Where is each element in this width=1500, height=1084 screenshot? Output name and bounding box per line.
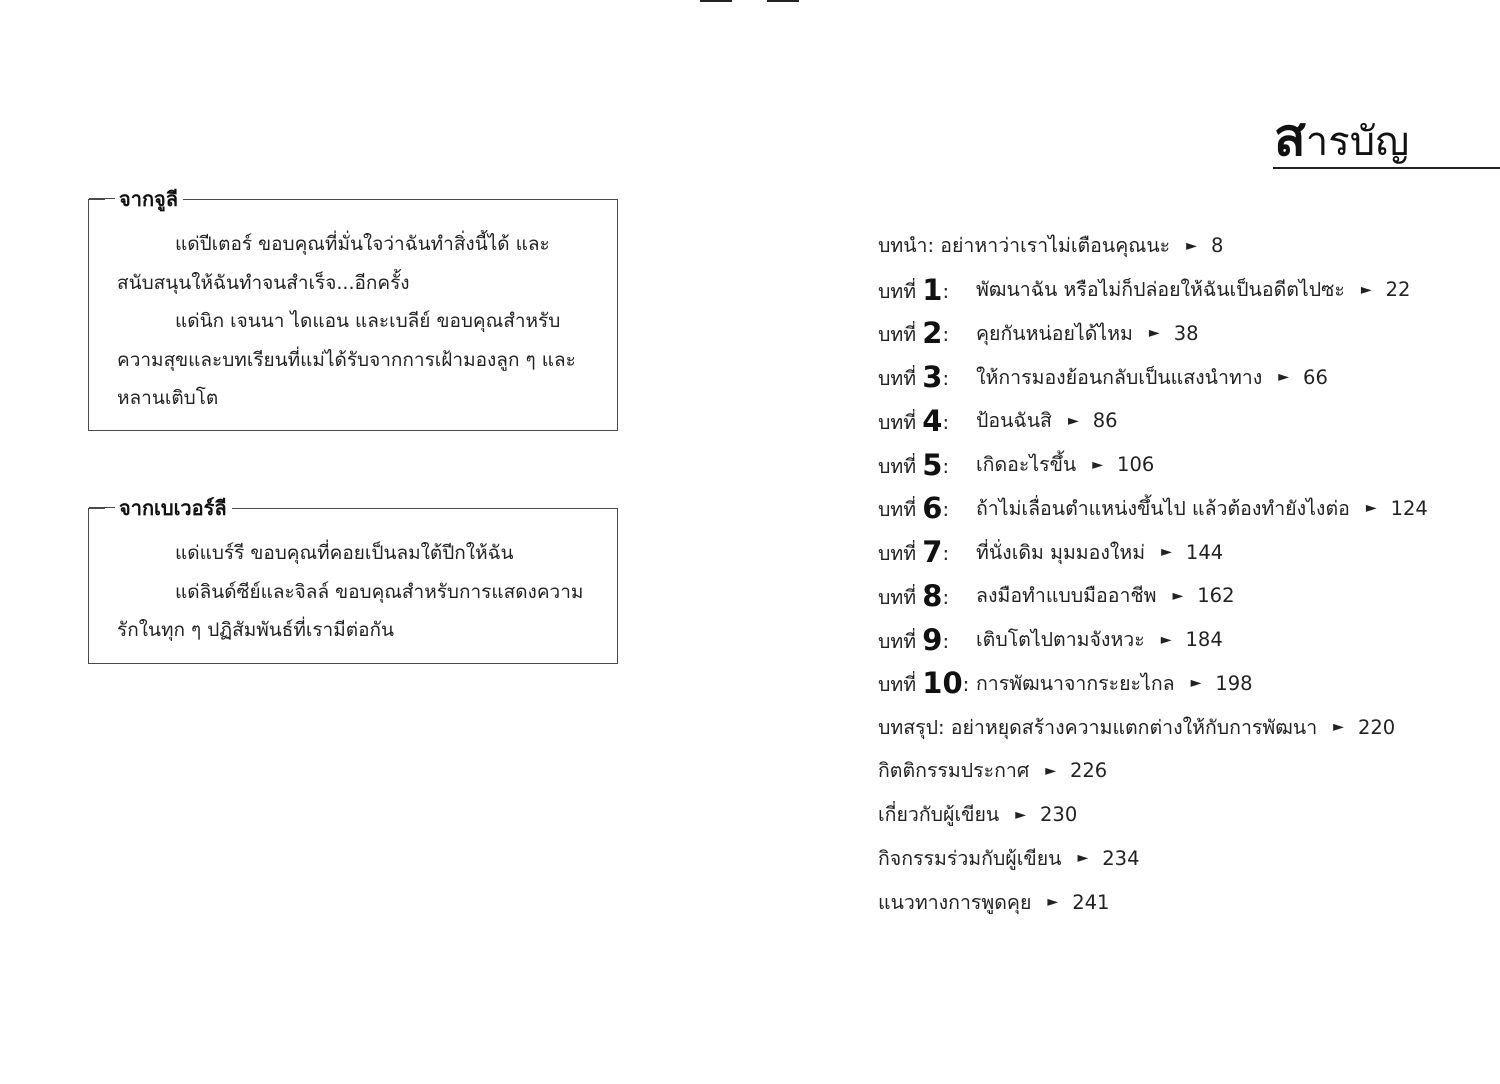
toc-title-underline [1273,167,1500,169]
toc-entry-page: 124 [1390,496,1428,520]
dedication-heading: จากเบเวอร์ลี [105,493,232,523]
chapter-word: บทที่ [878,673,917,697]
toc-entry-title: กิตติกรรมประกาศ [878,759,1030,783]
toc-entry-page: 144 [1185,540,1224,564]
toc-entry-page: 66 [1303,365,1328,389]
arrow-icon: ► [1047,894,1059,911]
chapter-word: บทที่ [878,542,917,566]
toc-entry-title: คุยกันหน่อยได้ไหม [976,321,1133,345]
chapter-word: บทที่ [878,279,917,303]
chapter-word: บทที่ [878,454,917,478]
toc-entry-chapter-7[interactable] [878,530,1428,574]
chapter-number: 10 [922,666,963,701]
chapter-word: บทที่ [878,629,917,653]
toc-entry-intro[interactable] [878,224,1428,268]
arrow-icon: ► [1190,675,1202,692]
toc-chapter-prefix: บทที่ 9: [878,622,950,657]
chapter-number: 8 [922,578,943,613]
toc-entry-title: ลงมือทำแบบมืออาชีพ [976,584,1157,608]
toc-chapter-prefix: บทที่ 5: [878,447,950,482]
toc-chapter-prefix: บทที่ 8: [878,578,950,613]
toc-entry-discussion-guide[interactable] [878,880,1428,924]
arrow-icon: ► [1172,587,1184,604]
toc-entry-title: ให้การมองย้อนกลับเป็นแสงนำทาง [976,365,1263,389]
toc-entry-page: 241 [1072,890,1110,914]
crop-mark [767,0,799,2]
dedication-heading: จากจูลี [105,184,183,214]
toc-entry-title: แนวทางการพูดคุย [878,890,1032,914]
arrow-icon: ► [1067,412,1079,429]
chapter-number: 1 [922,272,943,307]
toc-entry-page: 198 [1215,671,1253,695]
toc-entry-title: การพัฒนาจากระยะไกล [976,671,1175,695]
toc-entry-author-activities[interactable] [878,837,1428,881]
toc-entry-title: เกี่ยวกับผู้เขียน [878,803,1000,827]
arrow-icon: ► [1045,762,1056,779]
arrow-icon: ► [1148,325,1160,342]
arrow-icon: ► [1278,369,1290,386]
toc-entry-page: 226 [1069,759,1108,783]
chapter-number: 2 [922,316,943,351]
chapter-number: 6 [922,491,943,526]
toc-entry-about-authors[interactable] [878,793,1428,837]
arrow-icon: ► [1160,631,1172,648]
toc-entry-title: อย่าหยุดสร้างความแตกต่างให้กับการพัฒนา [950,715,1318,739]
table-of-contents [878,224,1428,924]
toc-entry-page: 184 [1185,628,1223,652]
toc-entry-page: 230 [1040,803,1078,827]
toc-entry-page: 8 [1210,234,1224,258]
toc-chapter-prefix: บทที่ 6: [878,491,950,526]
toc-entry-page: 86 [1092,409,1118,433]
toc-title-rest: ารบัญ [1305,119,1410,165]
arrow-icon: ► [1360,281,1372,298]
toc-chapter-prefix: บทที่ 1: [878,272,950,307]
toc-chapter-prefix: บทที่ 10: [878,666,970,701]
toc-chapter-prefix: บทที่ 7: [878,535,950,570]
chapter-number: 7 [922,535,943,570]
chapter-number: 5 [922,447,943,482]
arrow-icon: ► [1333,719,1344,736]
toc-entry-page: 106 [1117,453,1155,477]
toc-entry-page: 234 [1102,846,1140,870]
toc-entry-label: บทสรุป: [878,715,945,739]
dedication-box-beverly [88,496,618,664]
chapter-number: 4 [922,403,943,438]
chapter-word: บทที่ [878,323,917,347]
chapter-word: บทที่ [878,367,917,391]
toc-entry-title: เกิดอะไรขึ้น [976,453,1077,477]
toc-chapter-prefix: บทที่ 3: [878,360,950,395]
toc-entry-chapter-2[interactable] [878,312,1428,356]
toc-title-initial: ส [1274,108,1306,168]
dedication-body [117,534,591,650]
toc-title [1274,108,1409,172]
toc-entry-conclusion[interactable] [878,705,1428,749]
toc-entry-chapter-5[interactable] [878,443,1428,487]
toc-entry-chapter-10[interactable] [878,662,1428,706]
dedication-paragraph: แด่ปีเตอร์ ขอบคุณที่มั่นใจว่าฉันทำสิ่งนี้ได้ และสนับสนุนให้ฉันทำจนสำเร็จ...อีกครั้ง [117,233,550,294]
dedication-box-julie [88,187,618,431]
dedication-body [117,225,591,418]
chapter-number: 9 [922,622,943,657]
dedication-paragraph: แด่แบร์รี ขอบคุณที่คอยเป็นลมใต้ปีกให้ฉัน [175,542,514,564]
chapter-word: บทที่ [878,410,917,434]
toc-entry-page: 38 [1173,321,1199,345]
toc-entry-chapter-3[interactable] [878,355,1428,399]
arrow-icon: ► [1015,806,1026,823]
toc-entry-acknowledgements[interactable] [878,749,1428,793]
toc-chapter-prefix: บทที่ 4: [878,403,950,438]
arrow-icon: ► [1092,456,1104,473]
chapter-number: 3 [922,360,943,395]
arrow-icon: ► [1161,544,1172,561]
toc-entry-chapter-1[interactable] [878,268,1428,312]
toc-entry-title: ถ้าไม่เลื่อนตำแหน่งขึ้นไป แล้วต้องทำยังไงต่อ [976,496,1350,520]
dedication-paragraph: แด่นิก เจนนา ไดแอน และเบลีย์ ขอบคุณสำหรับความสุขและบทเรียนที่แม่ได้รับจากการเฝ้ามองลูก ๆ และหลานเติบโต [117,310,576,409]
toc-entry-title: ที่นั่งเดิม มุมมองใหม่ [976,540,1146,564]
toc-entry-title: เติบโตไปตามจังหวะ [976,628,1145,652]
toc-entry-title: ป้อนฉันสิ [976,409,1052,433]
toc-entry-page: 162 [1197,584,1235,608]
toc-entry-chapter-9[interactable] [878,618,1428,662]
toc-entry-page: 22 [1385,278,1411,302]
toc-entry-label: บทนำ: [878,234,935,258]
arrow-icon: ► [1186,237,1197,254]
toc-entry-title: พัฒนาฉัน หรือไม่ก็ปล่อยให้ฉันเป็นอดีตไปซะ [976,278,1345,302]
toc-entry-page: 220 [1357,715,1396,739]
toc-entry-title: อย่าหาว่าเราไม่เตือนคุณนะ [940,234,1171,258]
crop-mark [700,0,732,2]
arrow-icon: ► [1077,850,1089,867]
toc-entry-chapter-8[interactable] [878,574,1428,618]
arrow-icon: ► [1365,500,1377,517]
toc-entry-chapter-4[interactable] [878,399,1428,443]
toc-chapter-prefix: บทที่ 2: [878,316,950,351]
chapter-word: บทที่ [878,585,917,609]
dedication-paragraph: แด่ลินด์ซีย์และจิลล์ ขอบคุณสำหรับการแสดงความรักในทุก ๆ ปฏิสัมพันธ์ที่เรามีต่อกัน [117,580,584,641]
toc-entry-title: กิจกรรมร่วมกับผู้เขียน [878,846,1062,870]
toc-entry-chapter-6[interactable] [878,487,1428,531]
chapter-word: บทที่ [878,498,917,522]
